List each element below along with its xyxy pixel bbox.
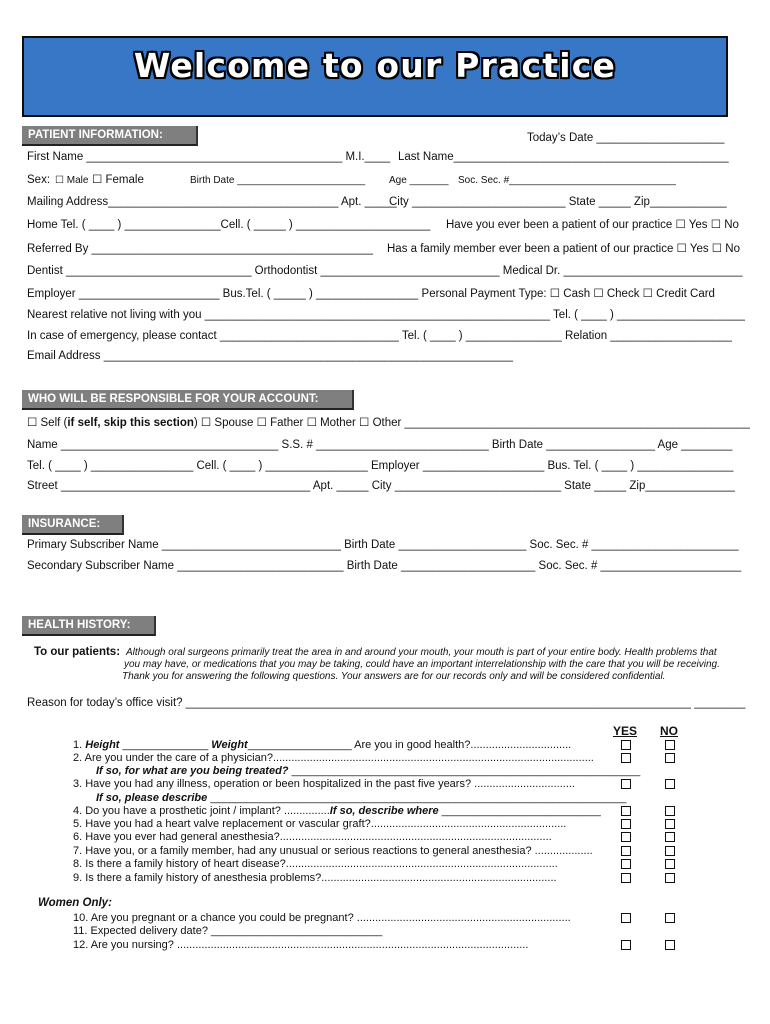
intro-line-3: Thank you for answering the following questions. Your answers are for our records only and will be considered confidential.: [122, 671, 666, 682]
patient-info-header: PATIENT INFORMATION:: [22, 126, 198, 146]
question-2: 2. Are you under the care of a physician?.........................................................................................................: [73, 752, 594, 764]
q4-yes-checkbox[interactable]: [621, 806, 631, 816]
q10-no-checkbox[interactable]: [665, 913, 675, 923]
q10-yes-checkbox[interactable]: [621, 913, 631, 923]
women-only-label: Women Only:: [38, 897, 112, 909]
responsible-street-line[interactable]: Street _______________________________________ Apt. _____ City __________________________ State _____ Zip______________: [27, 480, 735, 492]
soc-sec-field[interactable]: Soc. Sec. #______________________________: [458, 175, 676, 186]
insurance-header: INSURANCE:: [22, 515, 124, 535]
q7-yes-checkbox[interactable]: [621, 846, 631, 856]
question-11[interactable]: 11. Expected delivery date? ____________________________: [73, 925, 383, 937]
q12-no-checkbox[interactable]: [665, 940, 675, 950]
question-8: 8. Is there a family history of heart disease?.........................................................................................: [73, 858, 558, 870]
nearest-relative-line[interactable]: Nearest relative not living with you ______________________________________________________ Tel. ( ____ ) ____________________: [27, 309, 745, 321]
sex-label: Sex:: [27, 174, 51, 186]
dentist-line[interactable]: Dentist _____________________________ Orthodontist ____________________________ Medical Dr. ____________________________: [27, 265, 743, 277]
question-2-followup[interactable]: If so, for what are you being treated? _________________________________________________________: [96, 765, 641, 777]
q2-no-checkbox[interactable]: [665, 753, 675, 763]
intro-line-2: you may have, or medications that you may be taking, could have an important interrelationship with the care that you will be receiving.: [124, 659, 720, 670]
q3-no-checkbox[interactable]: [665, 779, 675, 789]
primary-subscriber-line[interactable]: Primary Subscriber Name ____________________________ Birth Date ____________________ Soc. Sec. # _______________________: [27, 539, 739, 551]
q4-no-checkbox[interactable]: [665, 806, 675, 816]
intro-line-1: Although oral surgeons primarily treat the area in and around your mouth, your mouth is part of your entire body. Health problems that: [126, 647, 717, 658]
q9-yes-checkbox[interactable]: [621, 873, 631, 883]
family-member-question[interactable]: Has a family member ever been a patient of our practice ☐ Yes ☐ No: [387, 243, 741, 255]
sex-female-checkbox[interactable]: ☐ Female: [92, 174, 144, 186]
first-name-field[interactable]: First Name ________________________________________ M.I.____: [27, 151, 391, 163]
reason-for-visit-field[interactable]: Reason for today’s office visit? _______________________________________________________________________________ ________: [27, 697, 746, 709]
city-state-zip-field[interactable]: City ________________________ State _____ Zip____________: [389, 196, 727, 208]
q9-no-checkbox[interactable]: [665, 873, 675, 883]
q2-yes-checkbox[interactable]: [621, 753, 631, 763]
emergency-contact-line[interactable]: In case of emergency, please contact ____________________________ Tel. ( ____ ) _______________ Relation ___________________: [27, 330, 732, 342]
question-5: 5. Have you had a heart valve replacement or vascular graft?................................................................: [73, 818, 567, 830]
secondary-subscriber-line[interactable]: Secondary Subscriber Name __________________________ Birth Date _____________________ Soc. Sec. # ______________________: [27, 560, 742, 572]
previous-patient-question[interactable]: Have you ever been a patient of our practice ☐ Yes ☐ No: [446, 219, 739, 231]
responsible-options[interactable]: ☐ Self (if self, skip this section) ☐ Spouse ☐ Father ☐ Mother ☐ Other ______________________________________________________: [27, 417, 750, 429]
responsible-name-line[interactable]: Name __________________________________ S.S. # ___________________________ Birth Date _________________ Age ________: [27, 439, 733, 451]
q6-yes-checkbox[interactable]: [621, 832, 631, 842]
age-field[interactable]: Age _______: [389, 175, 449, 186]
referred-by-field[interactable]: Referred By ____________________________________________: [27, 243, 373, 255]
q8-no-checkbox[interactable]: [665, 859, 675, 869]
welcome-banner: [22, 36, 728, 117]
question-6: 6. Have you ever had general anesthesia?.........................................................................................: [73, 831, 552, 843]
q5-no-checkbox[interactable]: [665, 819, 675, 829]
question-3: 3. Have you had any illness, operation or been hospitalized in the past five years? .................................: [73, 778, 575, 790]
question-10: 10. Are you pregnant or a chance you could be pregnant? ......................................................................: [73, 912, 571, 924]
q5-yes-checkbox[interactable]: [621, 819, 631, 829]
question-12: 12. Are you nursing? ...................................................................................................................: [73, 939, 529, 951]
q1-yes-checkbox[interactable]: [621, 740, 631, 750]
no-column-header: NO: [660, 724, 678, 738]
q8-yes-checkbox[interactable]: [621, 859, 631, 869]
mailing-address-field[interactable]: Mailing Address____________________________________ Apt. _____: [27, 196, 397, 208]
q12-yes-checkbox[interactable]: [621, 940, 631, 950]
sex-male-checkbox[interactable]: ☐ Male: [55, 175, 89, 186]
email-field[interactable]: Email Address ________________________________________________________________: [27, 350, 514, 362]
q6-no-checkbox[interactable]: [665, 832, 675, 842]
responsible-tel-line[interactable]: Tel. ( ____ ) ________________ Cell. ( ____ ) ________________ Employer ___________________ Bus. Tel. ( ____ ) _______________: [27, 460, 734, 472]
q7-no-checkbox[interactable]: [665, 846, 675, 856]
q1-no-checkbox[interactable]: [665, 740, 675, 750]
health-history-header: HEALTH HISTORY:: [22, 616, 156, 636]
q3-yes-checkbox[interactable]: [621, 779, 631, 789]
responsible-header: WHO WILL BE RESPONSIBLE FOR YOUR ACCOUNT:: [22, 390, 354, 410]
question-7: 7. Have you, or a family member, had any unusual or serious reactions to general anesthesia? ...................: [73, 845, 593, 857]
banner-title: Welcome to our Practice: [133, 46, 617, 85]
last-name-field[interactable]: Last Name___________________________________________: [398, 151, 729, 163]
question-4[interactable]: 4. Do you have a prosthetic joint / implant? ...............If so, describe where __________________________: [73, 805, 601, 817]
birth-date-field[interactable]: Birth Date _______________________: [190, 175, 366, 186]
employer-line[interactable]: Employer ______________________ Bus.Tel. ( _____ ) ________________ Personal Payment Type: ☐ Cash ☐ Check ☐ Credit Card: [27, 288, 715, 300]
question-1: 1. Height ______________ Weight_________________ Are you in good health?.................................: [73, 739, 572, 751]
yes-column-header: YES: [613, 724, 638, 738]
to-patients-label: To our patients:: [34, 646, 121, 658]
todays-date-field[interactable]: Today’s Date ____________________: [527, 132, 725, 144]
home-cell-tel-field[interactable]: Home Tel. ( ____ ) _______________Cell. ( _____ ) _____________________: [27, 219, 431, 231]
question-9: 9. Is there a family history of anesthesia problems?.............................................................................: [73, 872, 557, 884]
question-3-followup[interactable]: If so, please describe ____________________________________________________________________: [96, 792, 627, 804]
